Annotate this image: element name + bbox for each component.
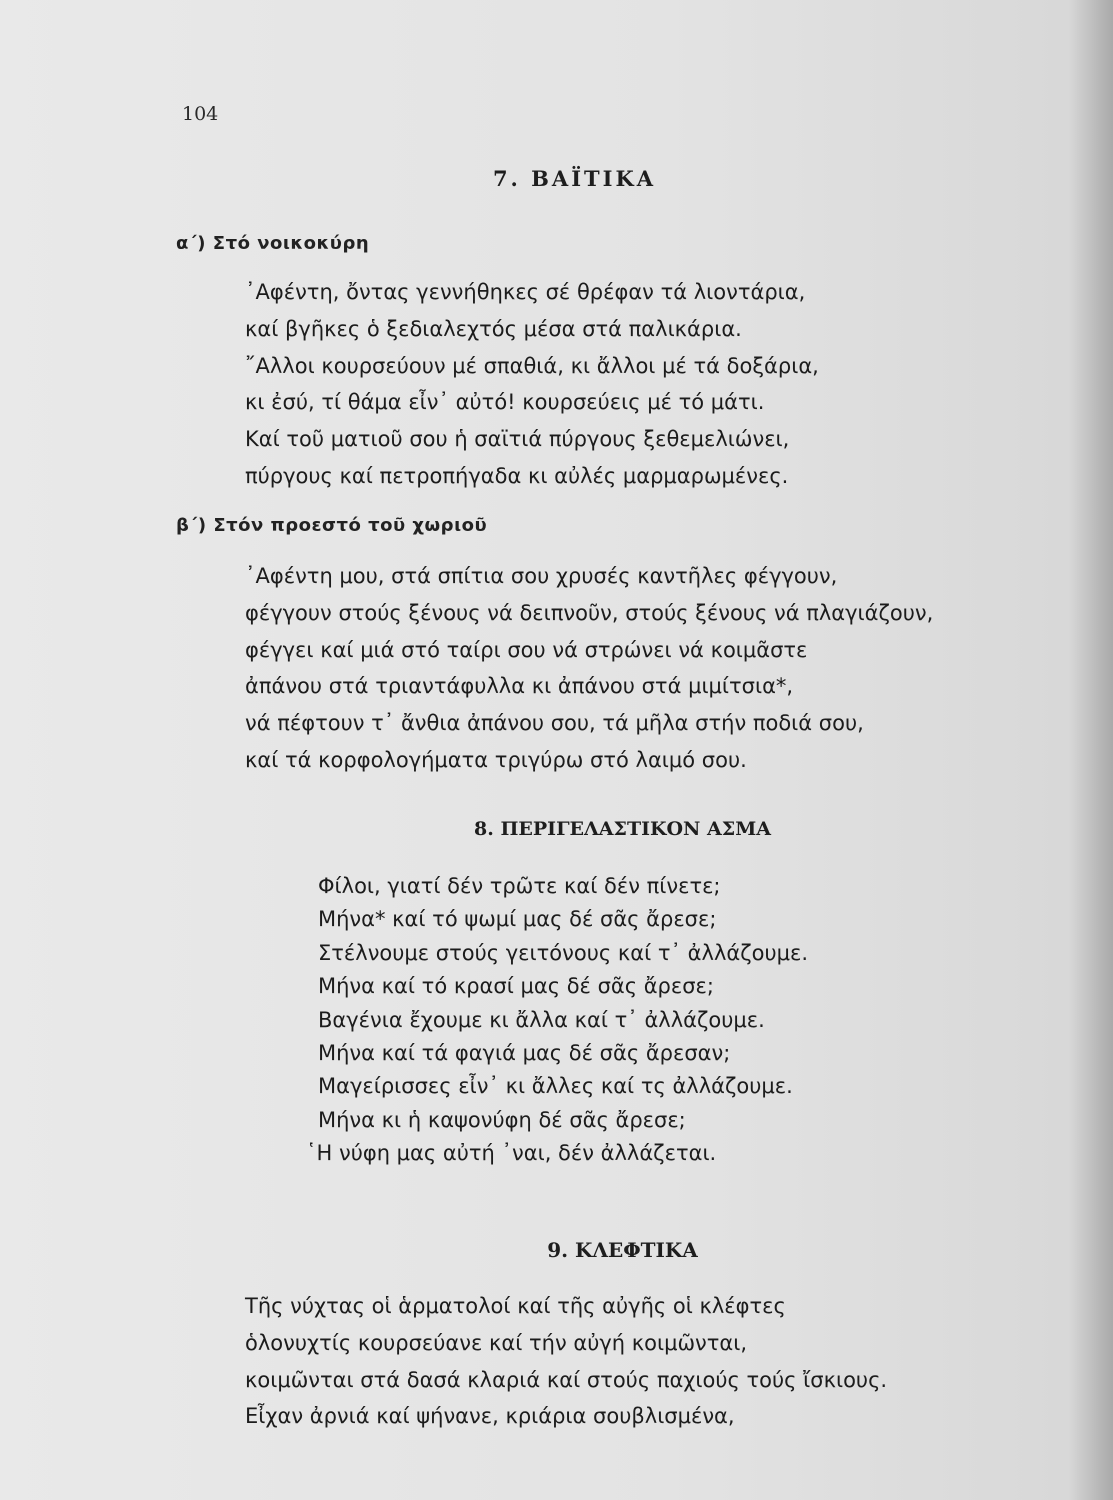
verse-line: ἀπάνου στά τριαντάφυλλα κι ἀπάνου στά μιμίτσια*,	[245, 674, 794, 699]
page-number: 104	[182, 103, 219, 125]
subsection-a-title: α΄) Στό νοικοκύρη	[176, 233, 370, 254]
verse-line: ῾Η νύφη μας αὐτή ᾿ναι, δέν ἀλλάζεται.	[306, 1141, 717, 1166]
subsection-b-title: β΄) Στόν προεστό τοῦ χωριοῦ	[176, 515, 488, 536]
verse-line: πύργους καί πετροπήγαδα κι αὐλές μαρμαρωμένες.	[245, 463, 789, 488]
verse-line: καί τά κορφολογήματα τριγύρω στό λαιμό σου.	[245, 747, 747, 772]
verse-line: Φίλοι, γιατί δέν τρῶτε καί δέν πίνετε;	[318, 874, 721, 898]
verse-line: νά πέφτουν τ᾿ ἄνθια ἀπάνου σου, τά μῆλα στήν ποδιά σου,	[245, 711, 864, 736]
section-8-title: 8. ΠΕΡΙΓΕΛΑΣΤΙΚΟΝ ΑΣΜΑ	[474, 818, 771, 840]
verse-line: Μαγείρισσες εἶν᾿ κι ἄλλες καί τς ἀλλάζουμε.	[318, 1074, 793, 1099]
section-9-title: 9. ΚΛΕΦΤΙΚΑ	[547, 1238, 698, 1262]
verse-line: Βαγένια ἔχουμε κι ἄλλα καί τ᾿ ἀλλάζουμε.	[318, 1007, 765, 1032]
verse-line: Μήνα κι ἡ καψονύφη δέ σᾶς ἄρεσε;	[318, 1107, 686, 1132]
section-7-title: 7. ΒΑΪΤΙΚΑ	[492, 166, 657, 191]
verse-line: Καί τοῦ ματιοῦ σου ἡ σαϊτιά πύργους ξεθεμελιώνει,	[245, 427, 790, 452]
verse-line: ᾿Αφέντη μου, στά σπίτια σου χρυσές καντῆλες φέγγουν,	[245, 564, 838, 588]
poem-b	[245, 558, 933, 779]
verse-line: Τῆς νύχτας οἱ ἁρματολοί καί τῆς αὐγῆς οἱ κλέφτες	[245, 1294, 786, 1318]
verse-line: ῎Αλλοι κουρσεύουν μέ σπαθιά, κι ἄλλοι μέ τά δοξάρια,	[245, 353, 819, 378]
verse-line: φέγγουν στούς ξένους νά δειπνοῦν, στούς ξένους νά πλαγιάζουν,	[245, 600, 934, 625]
verse-line: καί βγῆκες ὁ ξεδιαλεχτός μέσα στά παλικάρια.	[245, 316, 742, 341]
verse-line: Στέλνουμε στούς γειτόνους καί τ᾿ ἀλλάζουμε.	[318, 940, 809, 965]
verse-line: ὁλονυχτίς κουρσεύανε καί τήν αὐγή κοιμῶνται,	[245, 1330, 748, 1355]
verse-line: φέγγει καί μιά στό ταίρι σου νά στρώνει νά κοιμᾶστε	[245, 637, 808, 662]
verse-line: Μήνα καί τό κρασί μας δέ σᾶς ἄρεσε;	[318, 974, 714, 999]
verse-line: Μήνα* καί τό ψωμί μας δέ σᾶς ἄρεσε;	[318, 907, 717, 932]
verse-line: κι ἐσύ, τί θάμα εἶν᾿ αὐτό! κουρσεύεις μέ τό μάτι.	[245, 390, 765, 415]
verse-line: Μήνα καί τά φαγιά μας δέ σᾶς ἄρεσαν;	[318, 1040, 731, 1065]
poem-8	[306, 870, 809, 1171]
verse-line: ᾿Αφέντη, ὄντας γεννήθηκες σέ θρέφαν τά λιοντάρια,	[245, 280, 806, 304]
verse-line: Εἶχαν ἀρνιά καί ψήνανε, κριάρια σουβλισμένα,	[245, 1404, 735, 1429]
poem-a	[245, 274, 819, 495]
poem-9	[245, 1288, 887, 1435]
verse-line: κοιμῶνται στά δασά κλαριά καί στούς παχιούς τούς ἴσκιους.	[245, 1367, 888, 1392]
